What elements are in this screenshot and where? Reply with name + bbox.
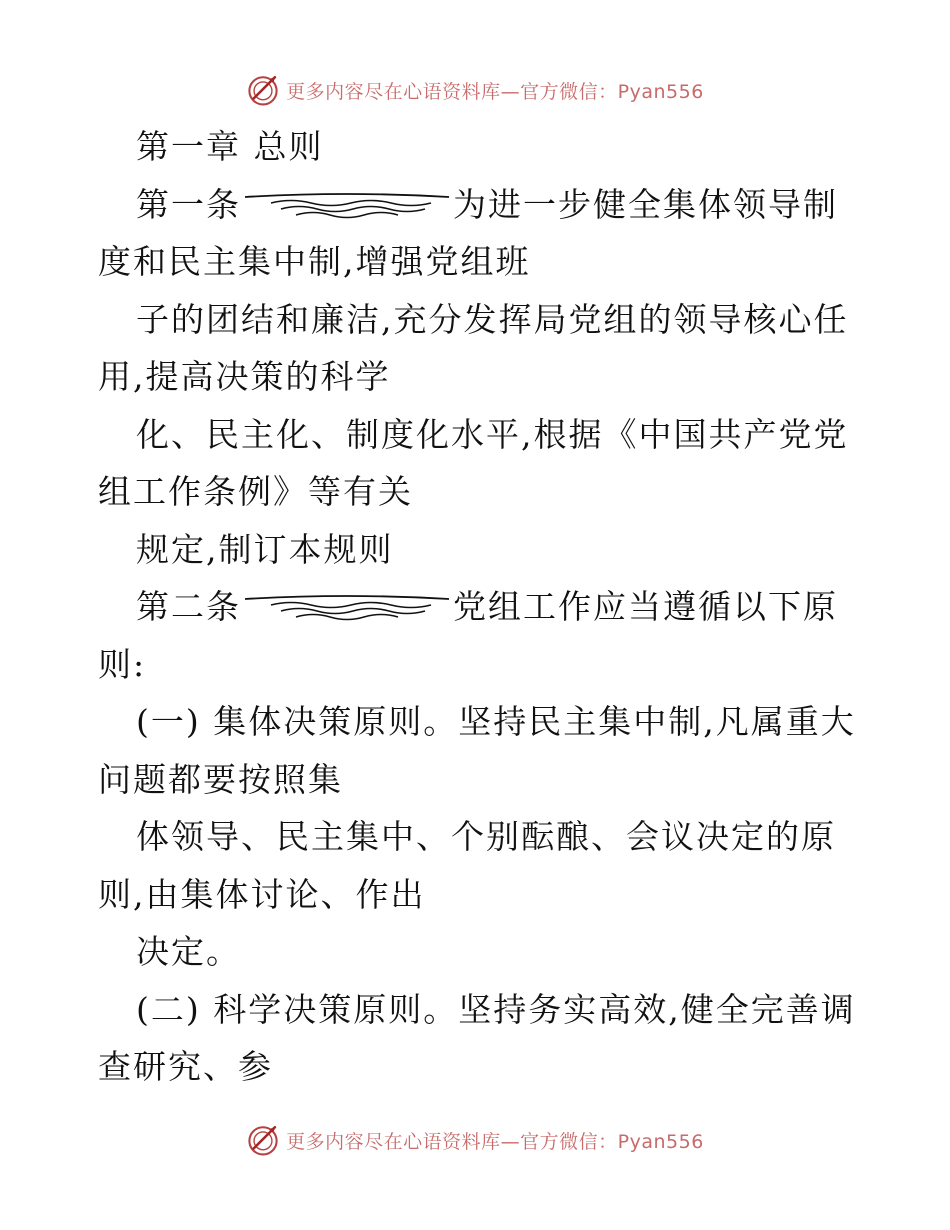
paragraph-line: 查研究、参	[98, 1047, 273, 1086]
paragraph-line: 用,提高决策的科学	[98, 357, 391, 396]
squiggle-mark-icon	[241, 192, 453, 222]
watermark-text: 更多内容尽在心语资料库—官方微信：Pyan556	[286, 80, 704, 103]
watermark-text: 更多内容尽在心语资料库—官方微信：Pyan556	[286, 1130, 704, 1153]
paragraph-line: (一) 集体决策原则。坚持民主集中制,凡属重大	[136, 702, 856, 741]
paragraph-line: (二) 科学决策原则。坚持务实高效,健全完善调	[136, 989, 856, 1029]
paragraph-line: 化、民主化、制度化水平,根据《中国共产党党	[136, 414, 849, 454]
paragraph-line: 组工作条例》等有关	[98, 472, 413, 511]
document-body	[98, 118, 856, 1096]
paragraph-line: 子的团结和廉洁,充分发挥局党组的领导核心任	[136, 299, 849, 339]
paragraph-line: 规定,制订本规则	[136, 529, 394, 569]
seal-logo-icon	[246, 1123, 280, 1157]
paragraph-line: 问题都要按照集	[98, 759, 343, 799]
paragraph-line: 决定。	[136, 932, 241, 971]
paragraph-line	[98, 176, 838, 234]
article-label: 第一条	[136, 184, 241, 224]
paragraph-line: 则:	[98, 644, 147, 684]
article-label: 第二条	[136, 587, 241, 626]
squiggle-mark-icon	[241, 594, 453, 624]
header-watermark	[0, 70, 950, 110]
article-text: 为进一步健全集体领导制	[453, 184, 838, 224]
paragraph-line	[98, 578, 838, 636]
chapter-title: 第一章 总则	[136, 127, 324, 166]
paragraph-line: 则,由集体讨论、作出	[98, 874, 426, 914]
paragraph-line: 度和民主集中制,增强党组班	[98, 242, 531, 281]
footer-watermark	[0, 1120, 950, 1160]
paragraph-line: 体领导、民主集中、个别酝酿、会议决定的原	[136, 817, 836, 856]
seal-logo-icon	[246, 73, 280, 107]
article-text: 党组工作应当遵循以下原	[453, 587, 838, 626]
